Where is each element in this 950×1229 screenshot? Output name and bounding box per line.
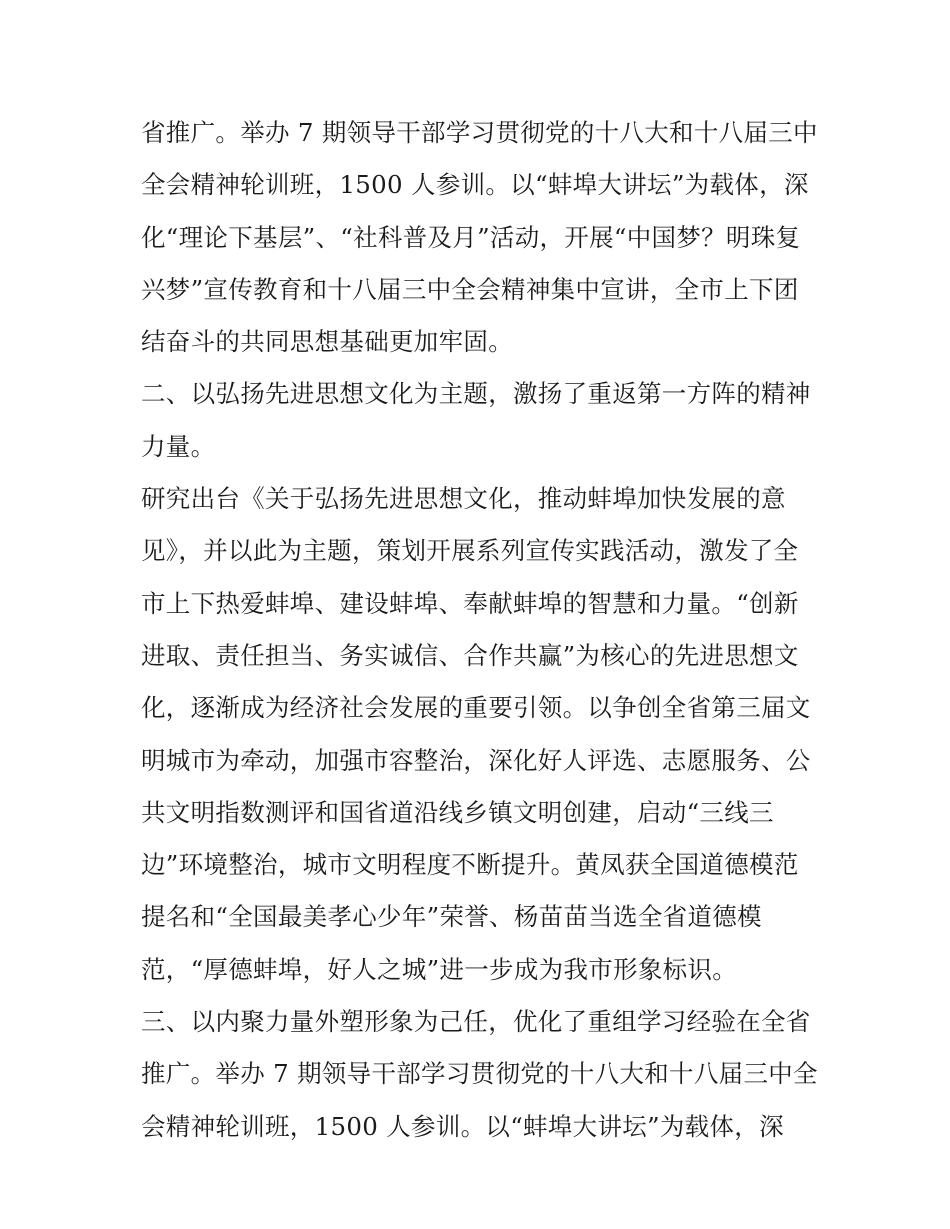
text-line: 见》，并以此为主题，策划开展系列宣传实践活动，激发了全 <box>141 536 799 566</box>
text-line: 提名和“全国最美孝心少年”荣誉、杨苗苗当选全省道德模 <box>141 902 762 932</box>
text-line: 共文明指数测评和国省道沿线乡镇文明创建，启动“三线三 <box>141 797 774 827</box>
text-line: 市上下热爱蚌埠、建设蚌埠、奉献蚌埠的智慧和力量。“创新 <box>141 588 799 618</box>
text-line: 化，逐渐成为经济社会发展的重要引领。以争创全省第三届文 <box>141 693 811 723</box>
text-line: 进取、责任担当、务实诚信、合作共赢”为核心的先进思想文 <box>141 640 799 670</box>
text-line: 全会精神轮训班，1500 人参训。以“蚌埠大讲坛”为载体，深 <box>141 170 809 200</box>
text-line: 化“理论下基层”、“社科普及月”活动，开展“中国梦？明珠复 <box>141 222 801 252</box>
section-heading-2-cont: 力量。 <box>141 431 216 461</box>
text-line: 研究出台《关于弘扬先进思想文化，推动蚌埠加快发展的意 <box>141 484 786 514</box>
text-line: 省推广。举办 7 期领导干部学习贯彻党的十八大和十八届三中 <box>141 118 818 147</box>
text-line: 会精神轮训班，1500 人参训。以“蚌埠大讲坛”为载体，深 <box>141 1111 784 1141</box>
text-line: 推广。举办 7 期领导干部学习贯彻党的十八大和十八届三中全 <box>141 1059 818 1089</box>
text-line: 兴梦”宣传教育和十八届三中全会精神集中宣讲，全市上下团 <box>141 274 799 304</box>
text-line: 结奋斗的共同思想基础更加牢固。 <box>141 327 513 357</box>
body-text <box>141 107 821 1153</box>
section-heading-3: 三、以内聚力量外塑形象为己任，优化了重组学习经验在全省 <box>141 1007 811 1037</box>
text-line: 明城市为牵动，加强市容整治，深化好人评选、志愿服务、公 <box>141 745 811 775</box>
text-line: 边”环境整治，城市文明程度不断提升。黄凤获全国道德模范 <box>141 850 799 880</box>
section-heading-2: 二、以弘扬先进思想文化为主题，激扬了重返第一方阵的精神 <box>141 379 811 409</box>
text-line: 范，“厚德蚌埠，好人之城”进一步成为我市形象标识。 <box>141 954 738 984</box>
